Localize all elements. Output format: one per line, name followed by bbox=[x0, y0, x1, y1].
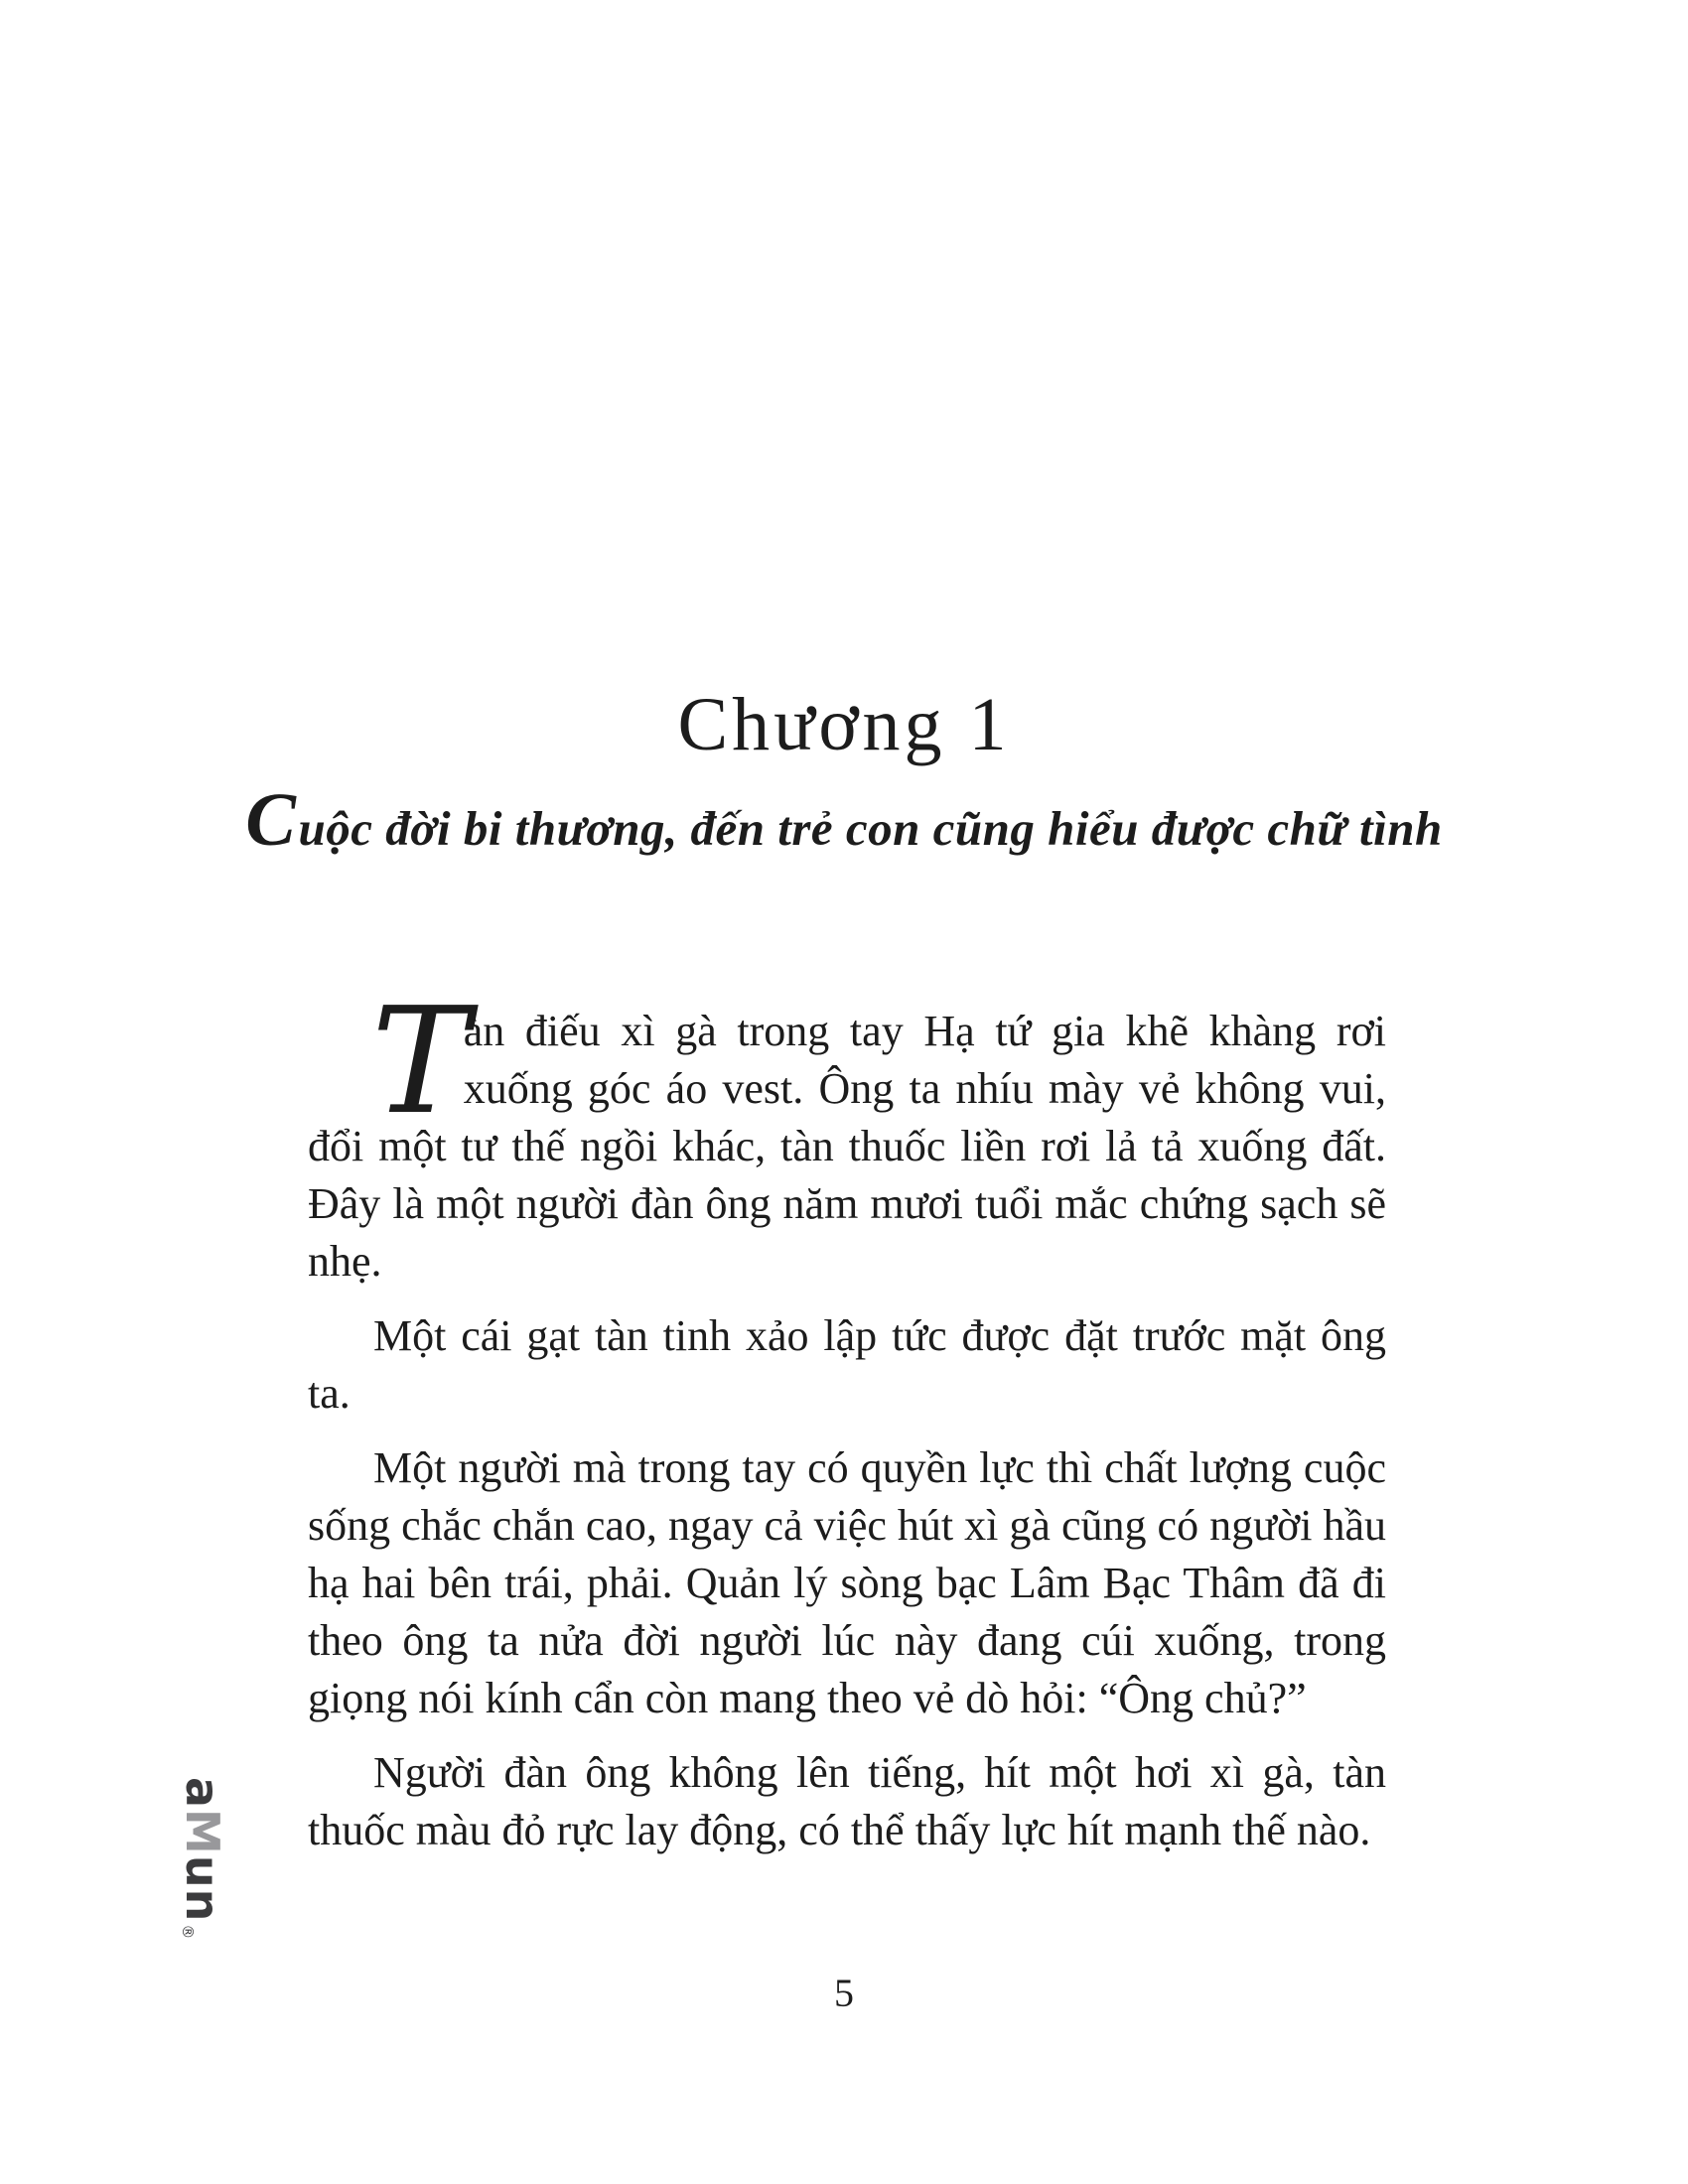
body-text bbox=[308, 976, 1386, 1876]
logo-letter-m: M bbox=[176, 1809, 229, 1855]
paragraph-3: Một người mà trong tay có quyền lực thì chất lượng cuộc sống chắc chắn cao, ngay cả việc hút xì gà cũng có người hầu hạ hai bên trái, phải. Quản lý sòng bạc Lâm Bạc Thâm đã đi theo ông ta nửa đời người lúc này đang cúi xuống, trong giọng nói kính cẩn còn mang theo vẻ dò hỏi: “Ông chủ?” bbox=[308, 1443, 1386, 1722]
publisher-logo bbox=[175, 1777, 230, 1941]
paragraph-1 bbox=[308, 976, 1386, 1291]
chapter-title: Chương 1 bbox=[677, 683, 1011, 766]
logo-letter-a: a bbox=[176, 1777, 229, 1810]
subtitle-swash-initial: C bbox=[245, 778, 297, 862]
paragraph-1-text: àn điếu xì gà trong tay Hạ tứ gia khẽ khàng rơi xuống góc áo vest. Ông ta nhíu mày vẻ không vui, đổi một tư thế ngồi khác, tàn thuốc liền rơi lả tả xuống đất. Đây là một người đàn ông năm mươi tuổi mắc chứng sạch sẽ nhẹ. bbox=[308, 1007, 1386, 1286]
logo-letter-u: u bbox=[176, 1854, 229, 1889]
logo-letter-n: n bbox=[176, 1888, 229, 1923]
publisher-logo-text bbox=[175, 1777, 230, 1941]
subtitle-text: uộc đời bi thương, đến trẻ con cũng hiểu được chữ tình bbox=[298, 801, 1443, 856]
drop-cap: T bbox=[371, 976, 470, 1147]
registered-mark-icon: ® bbox=[179, 1924, 197, 1941]
page-number: 5 bbox=[834, 1971, 854, 2015]
chapter-subtitle bbox=[0, 778, 1688, 862]
paragraph-2: Một cái gạt tàn tinh xảo lập tức được đặt trước mặt ông ta. bbox=[308, 1311, 1386, 1418]
paragraph-4: Người đàn ông không lên tiếng, hít một hơi xì gà, tàn thuốc màu đỏ rực lay động, có thể thấy lực hít mạnh thế nào. bbox=[308, 1748, 1386, 1854]
